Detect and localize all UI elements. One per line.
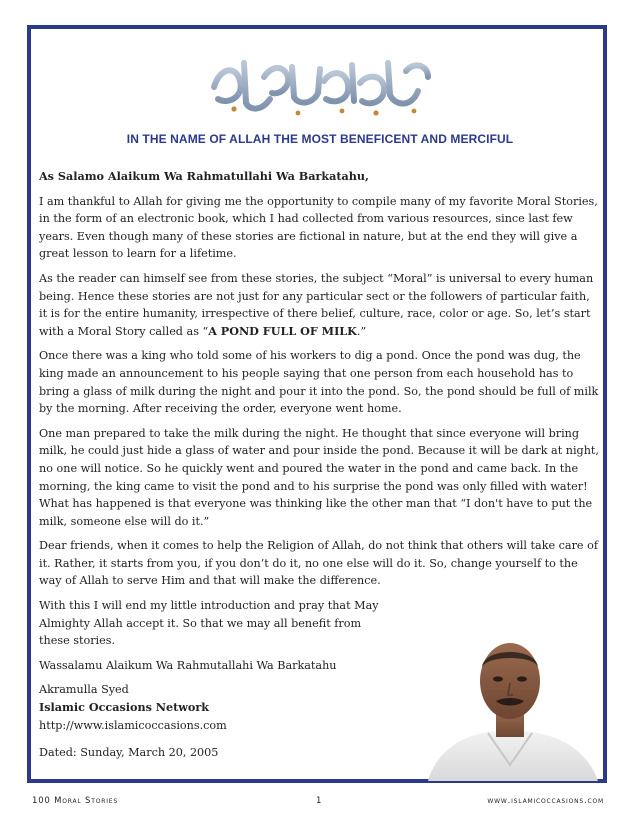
paragraph-story-2: One man prepared to take the milk during the night. He thought that since everyone will bring milk, he could just hide a glass of water and pour inside the pond. Because it will be dark at night, no one will notice. So he quickly went and poured the water in the pond and came back. In the morning, the king came to visit the pond and to his surprise the pond was only filled with water! What has happened is that everyone was thinking like the other man that “I don't have to put the milk, someone else will do it.” [39,426,599,528]
story-title: A POND FULL OF MILK [208,323,357,338]
author-portrait [418,625,604,781]
paragraph-intro: I am thankful to Allah for giving me the opportunity to compile many of my favorite Moral Stories, in the form of an electronic book, which I had collected from various resources, since last few years. Even though many of these stories are fictional in nature, but at the end they will give a great lesson to learn for a lifetime. [39,194,598,261]
paragraph-moral [39,270,601,340]
page-footer [32,796,604,810]
bismillah-calligraphy-icon [200,47,440,123]
paragraph-story-1: Once there was a king who told some of his workers to dig a pond. Once the pond was dug, the king made an announcement to his people saying that one person from each household has to bring a glass of milk during the night and pour it into the pond. So, the pond should be full of milk by the morning. After receiving the order, everyone went home. [39,349,599,416]
closing-salutation: Wassalamu Alaikum Wa Rahmutallahi Wa Barkatahu [39,658,337,672]
page-heading: IN THE NAME OF ALLAH THE MOST BENEFICENT AND MERCIFUL [126,132,514,146]
footer-book-title: 100 Moral Stories [32,796,118,806]
website-link[interactable]: http://www.islamicoccasions.com [39,718,227,732]
date-line: Dated: Sunday, March 20, 2005 [39,746,219,760]
author-name: Akramulla Syed [39,683,129,697]
paragraph-closing-intro: With this I will end my little introduction and pray that May Almighty Allah accept it. So that we may all benefit from these stories. [39,599,379,648]
paragraph-moral-text: As the reader can himself see from these stories, the subject “Moral” is universal to every human being. Hence these stories are not just for any particular sect or the followers of particular faith, it is for the entire humanity, irrespective of there belief, culture, race, color or age. So, let’s start with a Moral Story called as “ [39,271,594,338]
footer-page-number: 1 [316,796,323,806]
greeting: As Salamo Alaikum Wa Rahmatullahi Wa Barkatahu, [39,169,369,183]
organization-name: Islamic Occasions Network [39,700,210,715]
paragraph-moral-end: .” [356,324,367,338]
paragraph-lesson: Dear friends, when it comes to help the Religion of Allah, do not think that others will take care of it. Rather, it starts from you, if you don’t do it, no one else will do it. So, change yourself to the way of Allah to serve Him and that will make the difference. [39,539,598,588]
footer-website[interactable]: www.islamicoccasions.com [487,796,604,806]
